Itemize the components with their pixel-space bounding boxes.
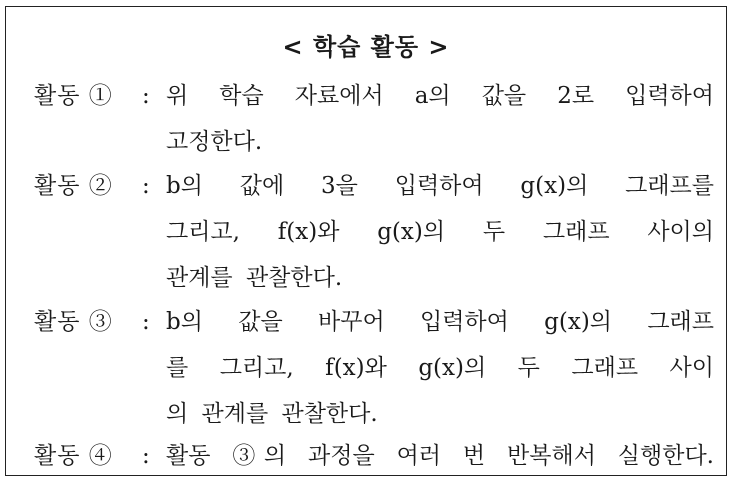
activity-4-text	[166, 433, 714, 479]
activity-box	[5, 6, 727, 476]
activity-4-colon: :	[142, 443, 150, 469]
activity-1-colon: :	[142, 83, 150, 109]
activity-2-line-2: 그리고, f(x)와 g(x)의 두 그래프 사이의	[166, 219, 714, 245]
activity-4-label: 활동 ④	[34, 443, 113, 469]
activity-2-colon: :	[142, 173, 150, 199]
activity-3-colon: :	[142, 309, 150, 335]
activity-3-line-2: 를 그리고, f(x)와 g(x)의 두 그래프 사이	[166, 355, 714, 381]
activity-2-line-1: b의 값에 3을 입력하여 g(x)의 그래프를	[166, 173, 714, 199]
activity-3-text	[166, 299, 714, 437]
activity-2	[34, 163, 714, 301]
activity-4-line-1: 활동 ③의 과정을 여러 번 반복해서 실행한다.	[166, 443, 714, 469]
activity-1-text	[166, 73, 714, 165]
activity-2-line-3: 관계를 관찰한다.	[166, 265, 343, 291]
activity-1-line-2: 고정한다.	[166, 129, 263, 155]
activity-1	[34, 73, 714, 165]
box-title: < 학습 활동 >	[282, 33, 450, 61]
activity-3	[34, 299, 714, 437]
activity-4	[34, 433, 714, 479]
activity-1-line-1: 위 학습 자료에서 a의 값을 2로 입력하여	[166, 83, 714, 109]
activity-1-label: 활동 ①	[34, 83, 113, 109]
activity-3-label: 활동 ③	[34, 309, 113, 335]
activity-2-label: 활동 ②	[34, 173, 113, 199]
activity-3-line-1: b의 값을 바꾸어 입력하여 g(x)의 그래프	[166, 309, 714, 335]
activity-2-text	[166, 163, 714, 301]
activity-3-line-3: 의 관계를 관찰한다.	[166, 401, 378, 427]
